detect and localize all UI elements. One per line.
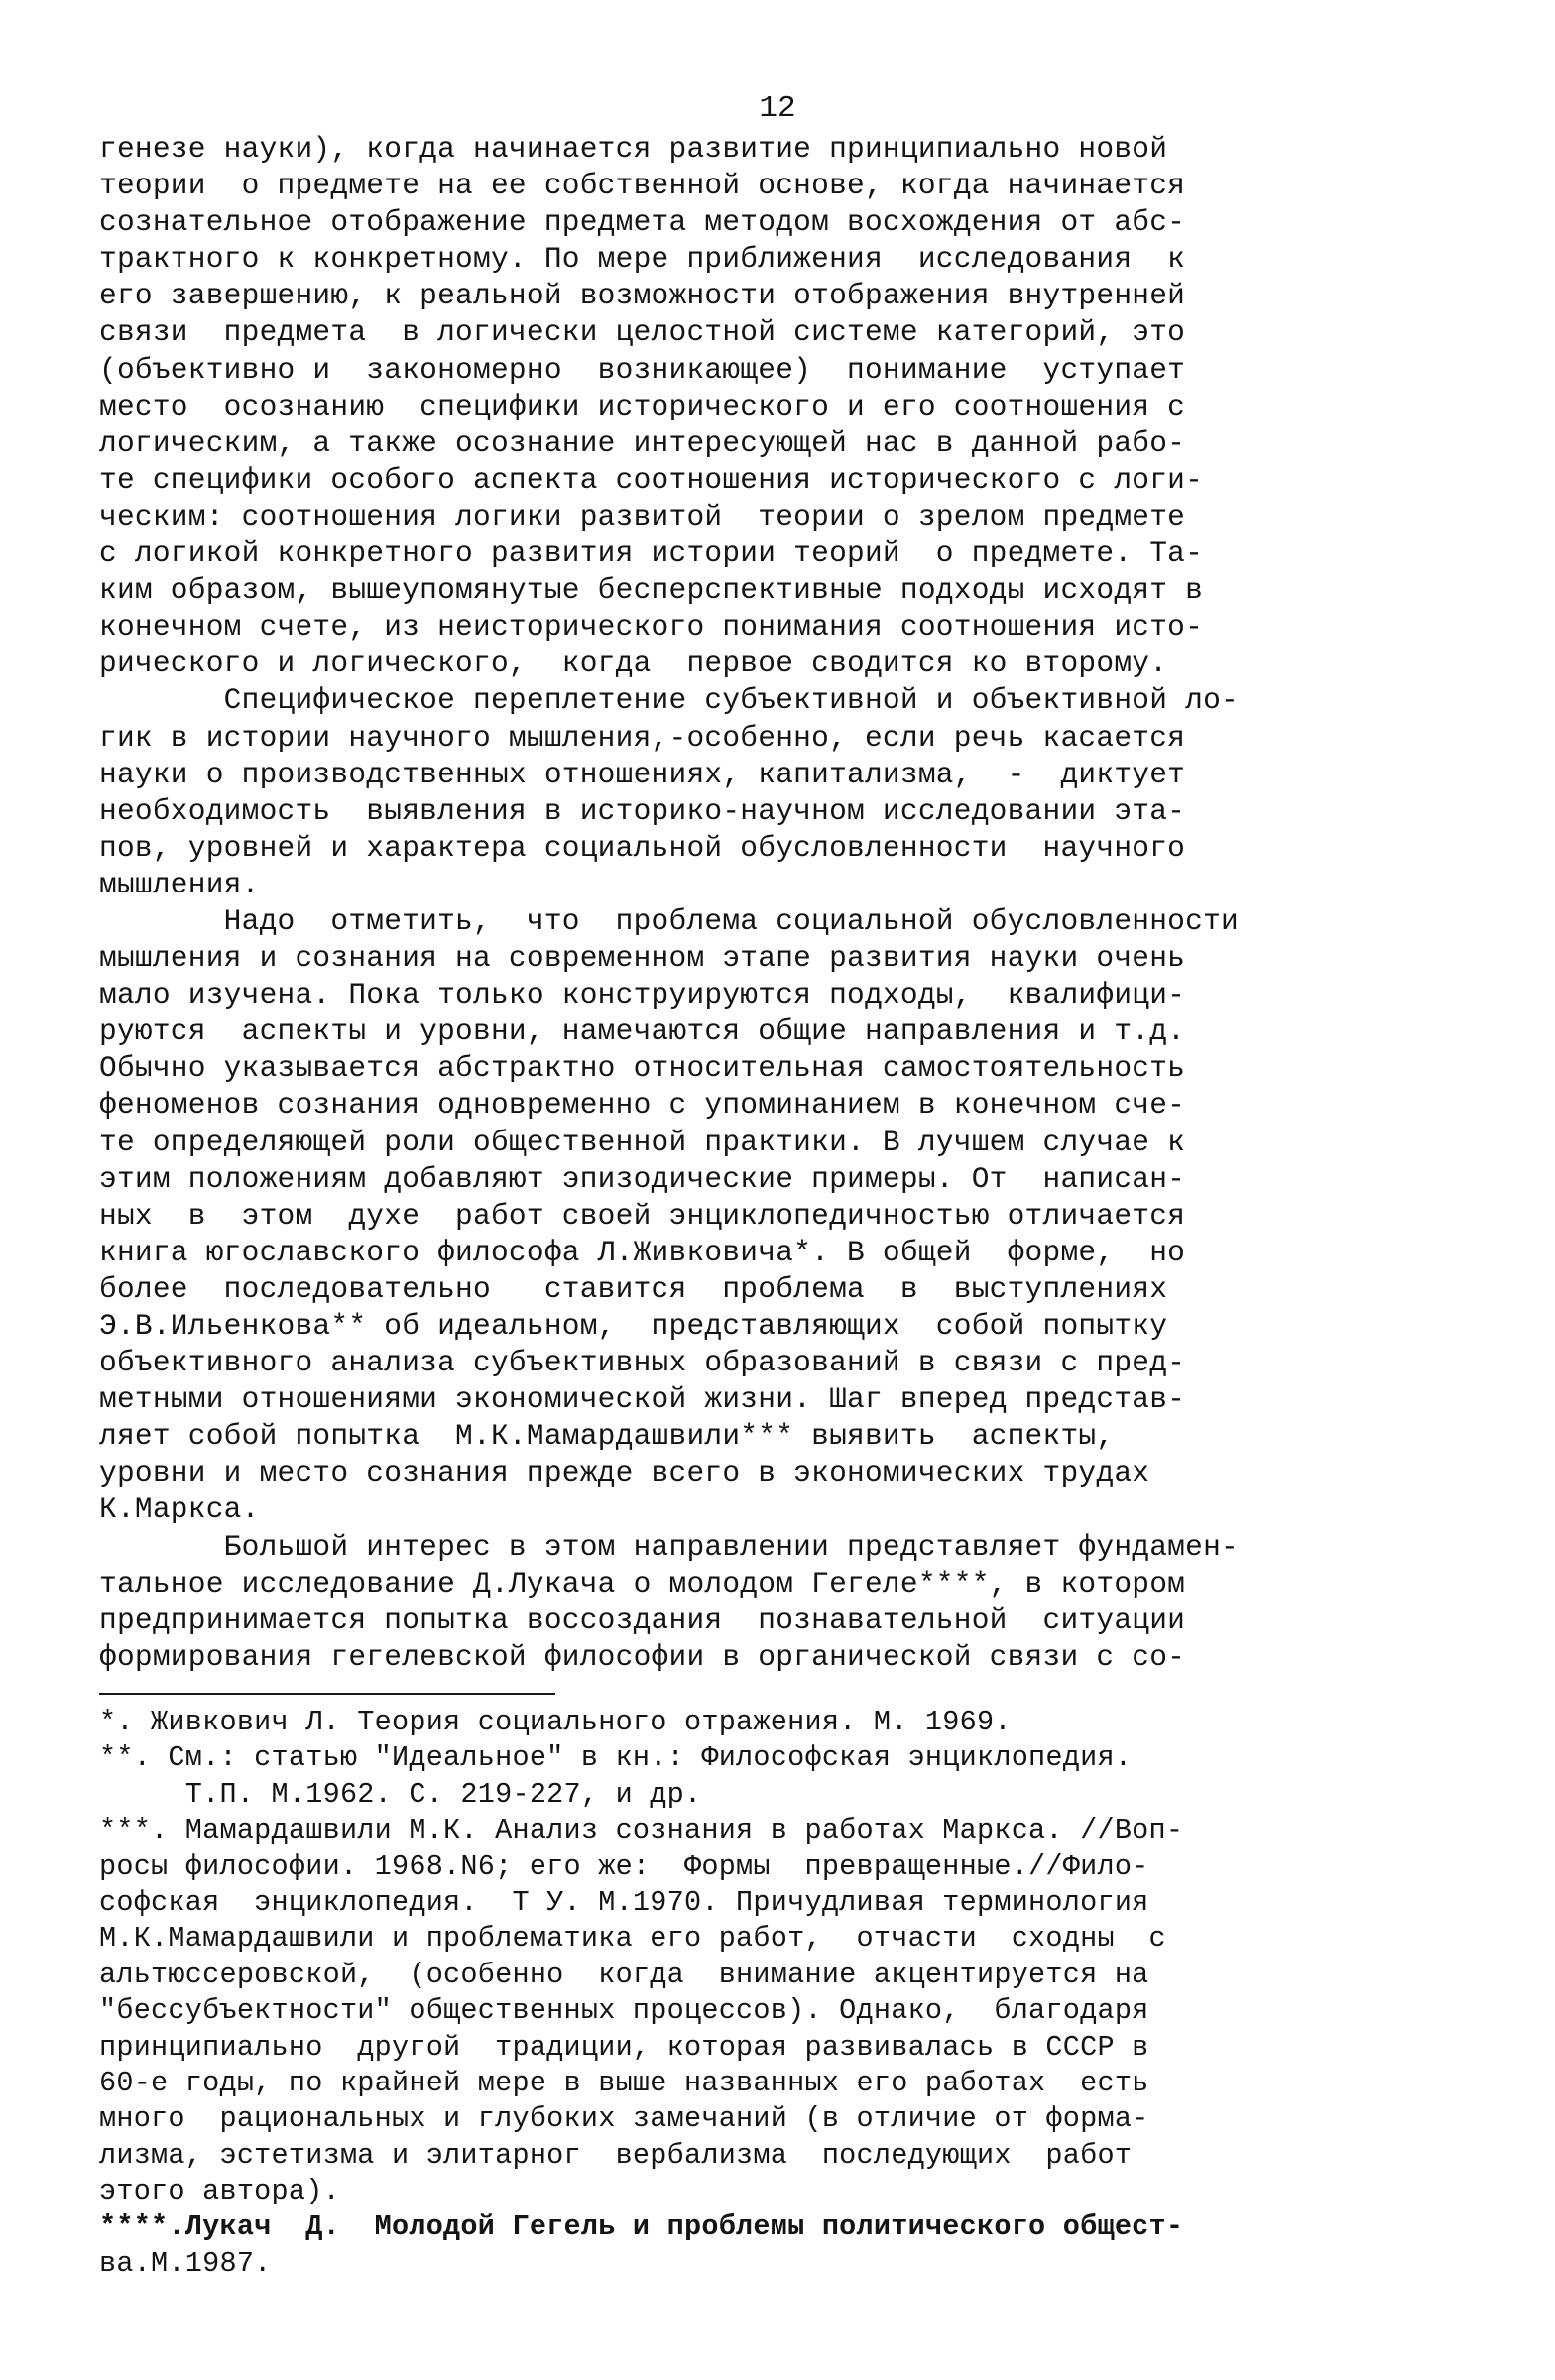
text-line: Э.В.Ильенкова** об идеальном, представляющих собой попытку	[99, 1309, 1168, 1343]
text-line: гик в истории научного мышления,-особенно, если речь касается	[99, 720, 1186, 755]
text-line: феноменов сознания одновременно с упоминанием в конечном сче-	[99, 1088, 1186, 1123]
footnote-line: ****.Лукач Д. Молодой Гегель и проблемы политического общест-	[99, 2210, 1184, 2244]
text-line: связи предмета в логически целостной системе категорий, это	[99, 315, 1186, 350]
text-line: Надо отметить, что проблема социальной обусловленности	[99, 903, 1239, 938]
text-line: ляет собой попытка М.К.Мамардашвили*** выявить аспекты,	[99, 1419, 1115, 1454]
text-line: мышления и сознания на современном этапе развития науки очень	[99, 941, 1186, 976]
text-line: формирования гегелевской философии в органической связи с со-	[99, 1639, 1186, 1674]
text-line: книга югославского философа Л.Живковича*. В общей форме, но	[99, 1235, 1186, 1269]
text-line: руются аспекты и уровни, намечаются общие направления и т.д.	[99, 1014, 1186, 1049]
text-line: ким образом, вышеупомянутые бесперспективные подходы исходят в	[99, 573, 1204, 608]
footnote-line: **. См.: статью "Идеальное" в кн.: Философская энциклопедия.	[99, 1741, 1133, 1775]
text-line: этим положениям добавляют эпизодические примеры. От написан-	[99, 1161, 1186, 1196]
footnote-line: ***. Мамардашвили М.К. Анализ сознания в работах Маркса. //Воп-	[99, 1814, 1184, 1847]
text-line: место осознанию специфики исторического и его соотношения с	[99, 389, 1186, 423]
footnote-line: "бессубъектности" общественных процессов). Однако, благодаря	[99, 1994, 1149, 2028]
text-line: уровни и место сознания прежде всего в экономических трудах	[99, 1456, 1150, 1490]
footnote-line: М.К.Мамардашвили и проблематика его работ, отчасти сходны с	[99, 1922, 1166, 1956]
text-line: логическим, а также осознание интересующей нас в данной рабо-	[99, 425, 1186, 460]
footnote-line: софская энциклопедия. Т У. М.1970. Причудливая терминология	[99, 1885, 1149, 1919]
footnote-line: росы философии. 1968.N6; его же: Формы превращенные.//Фило-	[99, 1849, 1149, 1883]
page-number: 12	[759, 91, 796, 126]
text-line: (объективно и закономерно возникающее) понимание уступает	[99, 352, 1186, 387]
body-text	[99, 131, 1448, 1676]
text-line: объективного анализа субъективных образований в связи с пред-	[99, 1346, 1186, 1380]
text-line: генезе науки), когда начинается развитие принципиально новой	[99, 132, 1168, 166]
text-line: Специфическое переплетение субъективной и объективной ло-	[99, 683, 1239, 718]
text-line: науки о производственных отношениях, капитализма, - диктует	[99, 757, 1186, 791]
text-line: его завершению, к реальной возможности отображения внутренней	[99, 279, 1186, 313]
text-line: тальное исследование Д.Лукача о молодом Гегеле****, в котором	[99, 1566, 1186, 1601]
text-line: более последовательно ставится проблема в выступлениях	[99, 1271, 1168, 1306]
text-line: те специфики особого аспекта соотношения исторического с логи-	[99, 462, 1204, 497]
text-line: ческим: соотношения логики развитой теории о зрелом предмете	[99, 499, 1186, 534]
footnote-line: этого автора).	[99, 2175, 340, 2208]
text-line: предпринимается попытка воссоздания познавательной ситуации	[99, 1603, 1186, 1637]
footnote-line: много рациональных и глубоких замечаний (в отличие от форма-	[99, 2102, 1149, 2136]
text-line: Обычно указывается абстрактно относительная самостоятельность	[99, 1051, 1186, 1086]
text-line: пов, уровней и характера социальной обусловленности научного	[99, 830, 1186, 865]
text-line: необходимость выявления в историко-научном исследовании эта-	[99, 793, 1186, 828]
footnotes	[99, 1705, 1448, 2282]
text-line: мышления.	[99, 867, 260, 901]
text-line: теории о предмете на ее собственной основе, когда начинается	[99, 169, 1186, 203]
footnote-line: 60-е годы, по крайней мере в выше названных его работах есть	[99, 2066, 1149, 2099]
text-line: конечном счете, из неисторического понимания соотношения исто-	[99, 610, 1204, 645]
text-line: трактного к конкретному. По мере приближения исследования к	[99, 242, 1186, 277]
text-line: К.Маркса.	[99, 1492, 260, 1527]
text-line: ных в этом духе работ своей энциклопедичностью отличается	[99, 1198, 1186, 1233]
text-line: сознательное отображение предмета методом восхождения от абс-	[99, 205, 1186, 240]
footnote-line: ва.М.1987.	[99, 2246, 272, 2280]
footnote-line: альтюссеровской, (особенно когда внимание акцентируется на	[99, 1958, 1149, 1991]
text-line: метными отношениями экономической жизни. Шаг вперед представ-	[99, 1382, 1186, 1417]
footnote-line: принципиально другой традиции, которая развивалась в СССР в	[99, 2030, 1149, 2064]
text-line: с логикой конкретного развития истории теорий о предмете. Та-	[99, 536, 1204, 571]
footnote-divider	[99, 1693, 555, 1695]
footnote-line: Т.П. М.1962. С. 219-227, и др.	[99, 1777, 702, 1811]
footnote-line: *. Живкович Л. Теория социального отражения. М. 1969.	[99, 1706, 1012, 1738]
text-line: те определяющей роли общественной практики. В лучшем случае к	[99, 1125, 1186, 1159]
text-line: Большой интерес в этом направлении представляет фундамен-	[99, 1529, 1239, 1564]
text-line: рического и логического, когда первое сводится ко второму.	[99, 647, 1168, 681]
text-line: мало изучена. Пока только конструируются подходы, квалифици-	[99, 978, 1186, 1012]
footnote-line: лизма, эстетизма и элитарног вербализма последующих работ	[99, 2138, 1133, 2172]
